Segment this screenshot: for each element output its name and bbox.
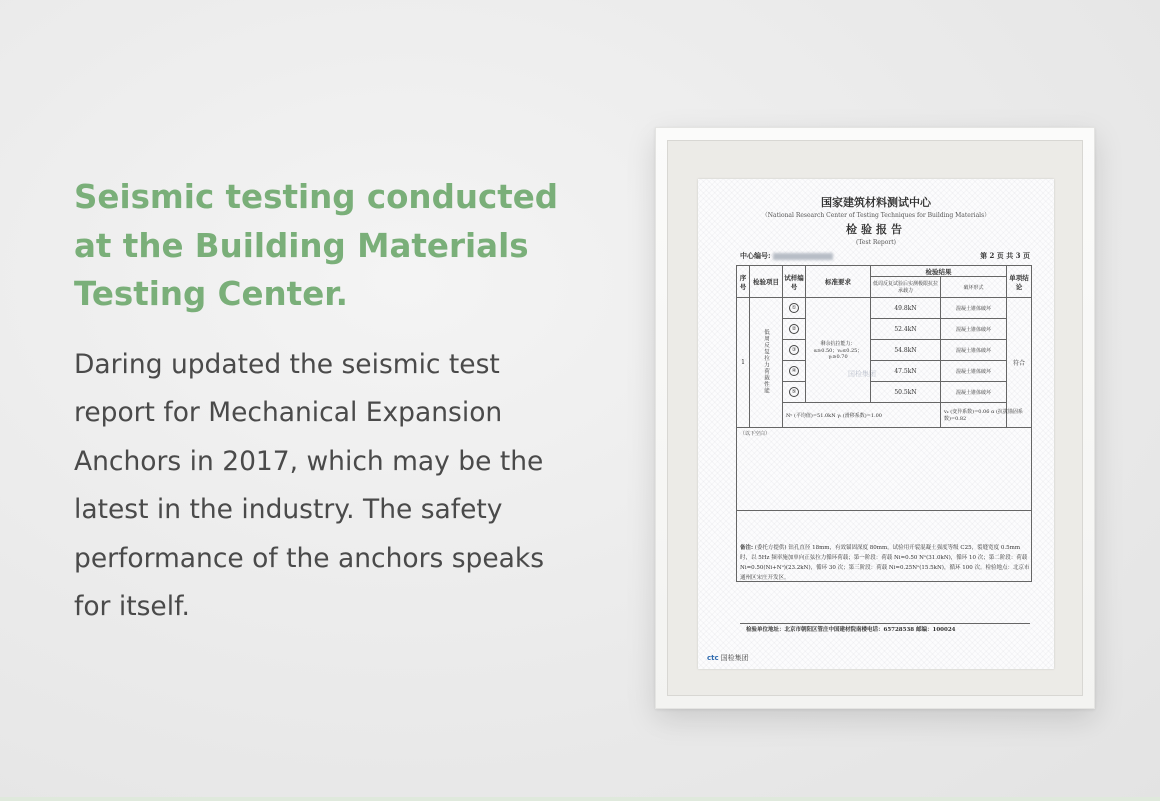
results-table xyxy=(736,265,1032,582)
notes xyxy=(740,543,1030,583)
capacity-value: 54.8kN xyxy=(871,340,941,361)
report-org-en: （National Research Center of Testing Techniques for Building Materials） xyxy=(761,212,991,219)
center-no xyxy=(740,251,833,261)
header-sample-no: 试样编号 xyxy=(783,266,806,298)
center-no-label: 中心编号: xyxy=(740,251,771,260)
body-text: Daring updated the seismic test report for Mechanical Expansion Anchors in 2017, which may be the latest in the industry. The safety performance of the anchors speaks for itself. xyxy=(74,348,545,622)
headline: Seismic testing conducted at the Building Materials Testing Center. xyxy=(74,178,559,313)
stats-left: Nᵘ (平均值)=51.0kN γᵢ (滑移系数)=1.00 xyxy=(783,403,941,428)
item-value: 低周反复拉力荷载性能 xyxy=(750,298,783,428)
header-seq: 序号 xyxy=(737,266,750,298)
notes-label: 备注: xyxy=(740,545,754,551)
header-conclusion: 单项结论 xyxy=(1007,266,1032,298)
failure-value: 混凝土锥体破坏 xyxy=(940,340,1006,361)
ctc-logo-text: 国检集团 xyxy=(720,654,749,662)
header-capacity: 低周反复试验后实测极限抗拉承载力 xyxy=(871,277,941,298)
header-standard: 标准要求 xyxy=(806,266,871,298)
ctc-logo xyxy=(707,653,749,663)
page-number: 第 2 页 共 3 页 xyxy=(980,251,1030,260)
watermark: 国检集团 xyxy=(848,370,876,378)
sample-no: ⑤ xyxy=(783,382,806,403)
sample-no: ① xyxy=(783,298,806,319)
text-column xyxy=(74,173,584,632)
header-item: 检验项目 xyxy=(750,266,783,298)
report-org-cn: 国家建筑材料测试中心 xyxy=(821,196,931,209)
capacity-value: 47.5kN xyxy=(871,361,941,382)
header-results: 检验结果 xyxy=(871,266,1007,277)
bottom-accent-line xyxy=(0,797,1160,801)
notes-text: (委托方提供) 钻孔直径 18mm，有效锚固深度 80mm，试验用开裂混凝土强度等级 C25，裂缝宽度 0.5mm 时，以 5Hz 频率施加单向正弦拉力循环荷载；第一阶段：荷载 Ni=0.50 Nᵘ(31.0kN)，循环 10 次；第二阶段：荷载 Ni=0.50(Ni+Nᵘ)(23.2kN)，循环 30 次；第三阶段：荷载 Ni=0.25Nᵘ(15.5kN)，循环 100 次。检验地点：北京市通州区宋庄开发区。 xyxy=(740,545,1030,581)
redacted-id xyxy=(773,253,833,260)
stats-right: vₖ (变异系数)=0.06 α (抗拔锚固系数)=0.82 xyxy=(940,403,1031,428)
sample-no: ③ xyxy=(783,340,806,361)
test-report-document xyxy=(698,179,1054,669)
sample-no: ④ xyxy=(783,361,806,382)
capacity-value: 52.4kN xyxy=(871,319,941,340)
blank-note: （以下空白） xyxy=(737,428,1032,511)
sample-no: ② xyxy=(783,319,806,340)
address-divider xyxy=(740,623,1030,624)
frame-mat xyxy=(667,140,1083,696)
capacity-value: 49.8kN xyxy=(871,298,941,319)
report-title-cn: 检验报告 xyxy=(846,223,906,236)
ctc-logo-mark: ctc xyxy=(707,654,719,662)
standard-value: 剩余抗拉能力：α≥0.50；vₖ≤0.25；γᵢ≥0.70 xyxy=(806,298,871,403)
failure-value: 混凝土锥体破坏 xyxy=(940,319,1006,340)
picture-frame xyxy=(655,127,1095,709)
failure-value: 混凝土锥体破坏 xyxy=(940,361,1006,382)
failure-value: 混凝土锥体破坏 xyxy=(940,382,1006,403)
failure-value: 混凝土锥体破坏 xyxy=(940,298,1006,319)
seq-value: 1 xyxy=(737,298,750,428)
lab-address: 检验单位地址：北京市朝阳区管庄中国建材院南楼电话：65728538 邮编：100024 xyxy=(746,627,956,633)
report-title-en: (Test Report) xyxy=(856,239,896,246)
table-row xyxy=(737,298,1032,319)
capacity-value: 50.5kN xyxy=(871,382,941,403)
conclusion-value: 符合 xyxy=(1007,298,1032,428)
header-failure: 破坏形式 xyxy=(940,277,1006,298)
